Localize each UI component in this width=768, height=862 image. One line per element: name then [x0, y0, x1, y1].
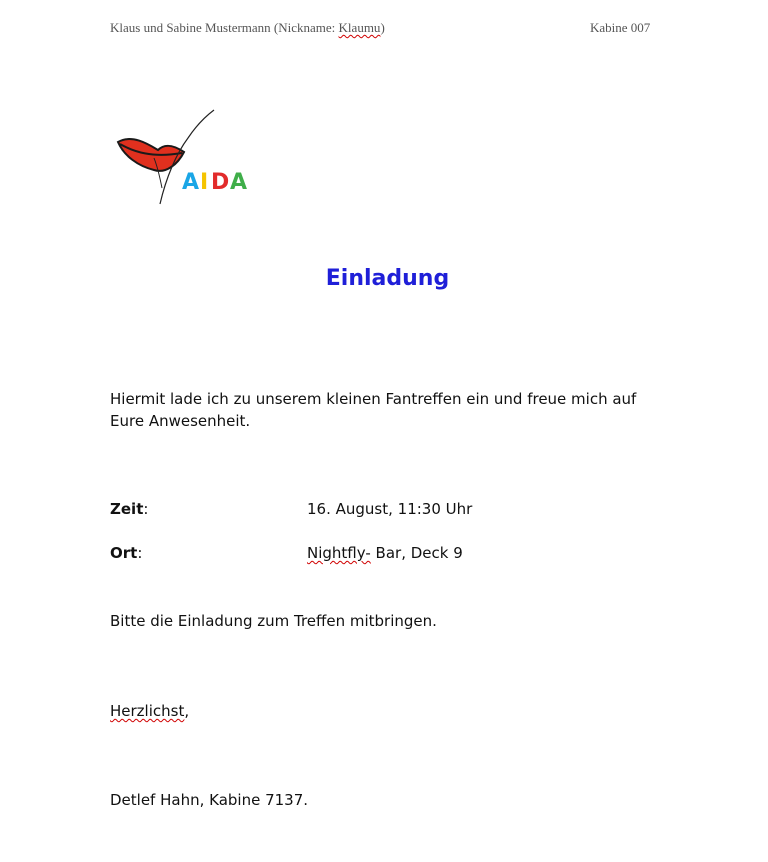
- header-left: [110, 20, 385, 36]
- ort-label: [110, 544, 142, 562]
- reminder-text: Bitte die Einladung zum Treffen mitbringen.: [110, 612, 437, 630]
- closing-word: Herzlichst: [110, 702, 185, 720]
- logo-letter-d: D: [211, 170, 230, 195]
- logo-letter-a2: A: [230, 170, 248, 195]
- signature: Detlef Hahn, Kabine 7137.: [110, 791, 309, 809]
- ort-label-text: Ort: [110, 544, 138, 562]
- ort-colon: :: [137, 544, 143, 562]
- page-title: Einladung: [325, 266, 450, 291]
- header-names: Klaus und Sabine Mustermann (Nickname:: [110, 20, 339, 35]
- header-paren: ): [380, 20, 385, 35]
- ort-value-rest: Bar, Deck 9: [370, 544, 463, 562]
- aida-logo: [114, 108, 264, 210]
- intro-line-1: Hiermit lade ich zu unserem kleinen Fantreffen ein und freue mich auf: [110, 390, 637, 408]
- header-cabin: Kabine 007: [590, 20, 651, 35]
- zeit-label-text: Zeit: [110, 500, 144, 518]
- ort-value-venue: Nightfly-: [307, 544, 371, 562]
- closing-punct: ,: [184, 702, 190, 720]
- logo-letter-a1: A: [182, 170, 200, 195]
- zeit-label: [110, 500, 148, 518]
- intro-line-2: Eure Anwesenheit.: [110, 412, 251, 430]
- header-nickname: Klaumu: [338, 20, 381, 35]
- logo-letter-i: I: [200, 170, 209, 195]
- closing: [110, 702, 189, 720]
- zeit-colon: :: [143, 500, 149, 518]
- ort-value: [307, 544, 463, 562]
- intro-paragraph: [110, 388, 636, 432]
- zeit-value: 16. August, 11:30 Uhr: [307, 500, 473, 518]
